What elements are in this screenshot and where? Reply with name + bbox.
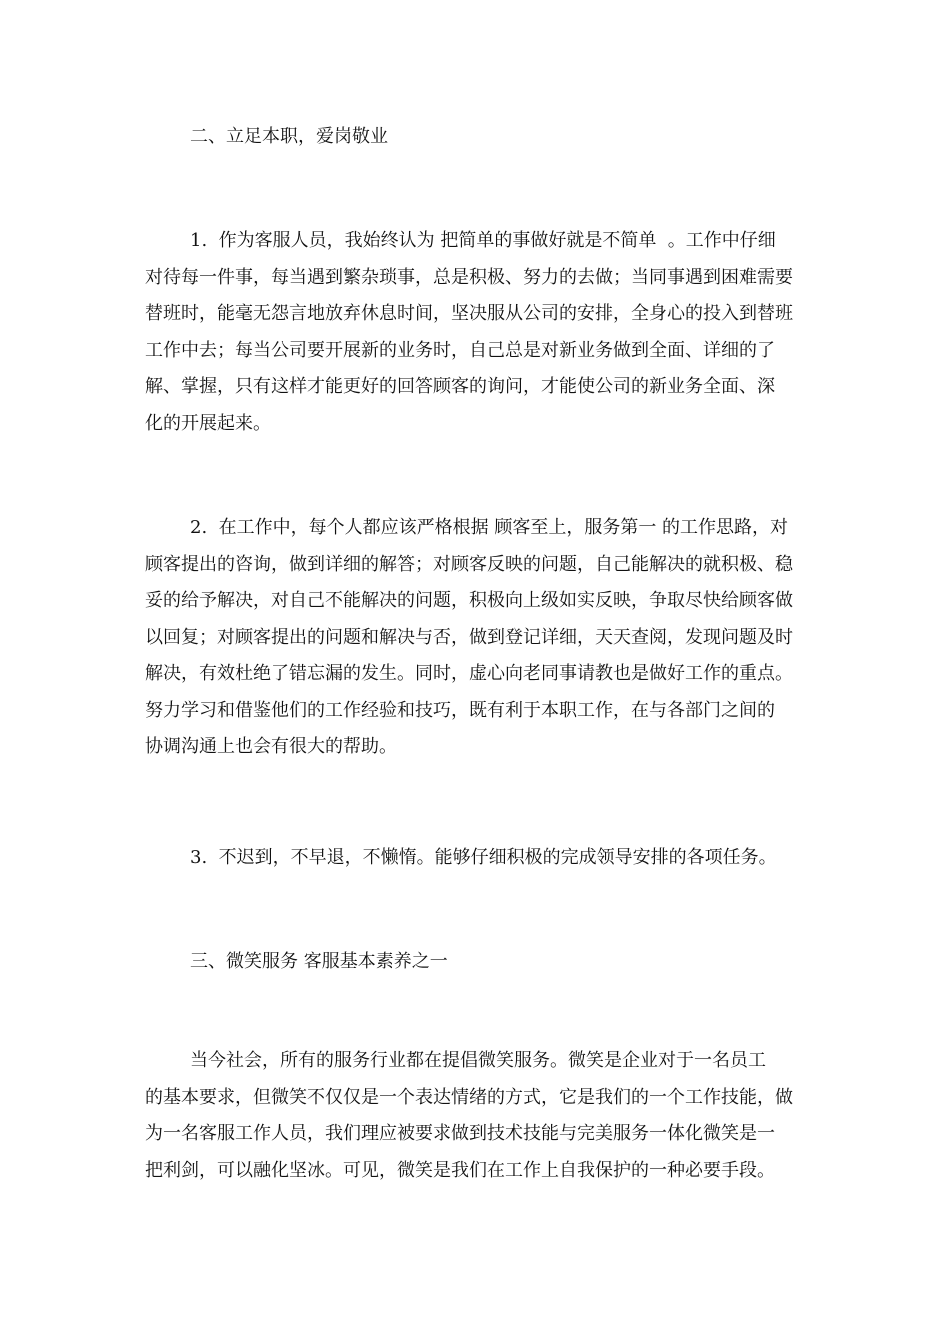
text-line: 顾客提出的咨询，做到详细的解答；对顾客反映的问题，自己能解决的就积极、稳 [145, 553, 793, 575]
paragraph-item-2 [145, 510, 815, 766]
text-line: 替班时，能毫无怨言地放弃休息时间，坚决服从公司的安排，全身心的投入到替班 [145, 303, 793, 324]
text-line: 协调沟通上也会有很大的帮助。 [145, 736, 397, 757]
text-line: 为一名客服工作人员，我们理应被要求做到技术技能与完美服务一体化微笑是一 [145, 1123, 775, 1144]
text-line: 工作中去；每当公司要开展新的业务时，自己总是对新业务做到全面、详细的了 [145, 339, 775, 361]
text-line: 3. 不迟到，不早退，不懒惰。能够仔细积极的完成领导安排的各项任务。 [190, 847, 777, 868]
section-heading-3: 三、微笑服务 客服基本素养之一 [190, 951, 448, 972]
text-line: 把利剑，可以融化坚冰。可见，微笑是我们在工作上自我保护的一种必要手段。 [145, 1159, 775, 1181]
text-line: 化的开展起来。 [145, 412, 271, 434]
text-line: 当今社会，所有的服务行业都在提倡微笑服务。微笑是企业对于一名员工 [190, 1050, 766, 1071]
text-line: 2. 在工作中，每个人都应该严格根据 顾客至上，服务第一 的工作思路，对 [190, 517, 789, 538]
section-heading-2: 二、立足本职，爱岗敬业 [190, 126, 388, 147]
text-line: 努力学习和借鉴他们的工作经验和技巧，既有利于本职工作，在与各部门之间的 [145, 699, 775, 721]
text-line: 解、掌握，只有这样才能更好的回答顾客的询问，才能使公司的新业务全面、深 [145, 376, 775, 397]
text-line: 对待每一件事，每当遇到繁杂琐事，总是积极、努力的去做；当同事遇到困难需要 [145, 266, 793, 288]
paragraph-item-3 [145, 840, 815, 877]
text-line: 1. 作为客服人员，我始终认为 把简单的事做好就是不简单 。工作中仔细 [190, 230, 776, 251]
text-line: 的基本要求，但微笑不仅仅是一个表达情绪的方式，它是我们的一个工作技能，做 [145, 1086, 793, 1108]
text-line: 解决，有效杜绝了错忘漏的发生。同时，虚心向老同事请教也是做好工作的重点。 [145, 663, 793, 684]
paragraph-smile-service [145, 1043, 815, 1189]
paragraph-item-1 [145, 223, 815, 442]
text-line: 妥的给予解决，对自己不能解决的问题，积极向上级如实反映，争取尽快给顾客做 [145, 590, 793, 611]
text-line: 以回复；对顾客提出的问题和解决与否，做到登记详细，天天查阅，发现问题及时 [145, 626, 793, 648]
